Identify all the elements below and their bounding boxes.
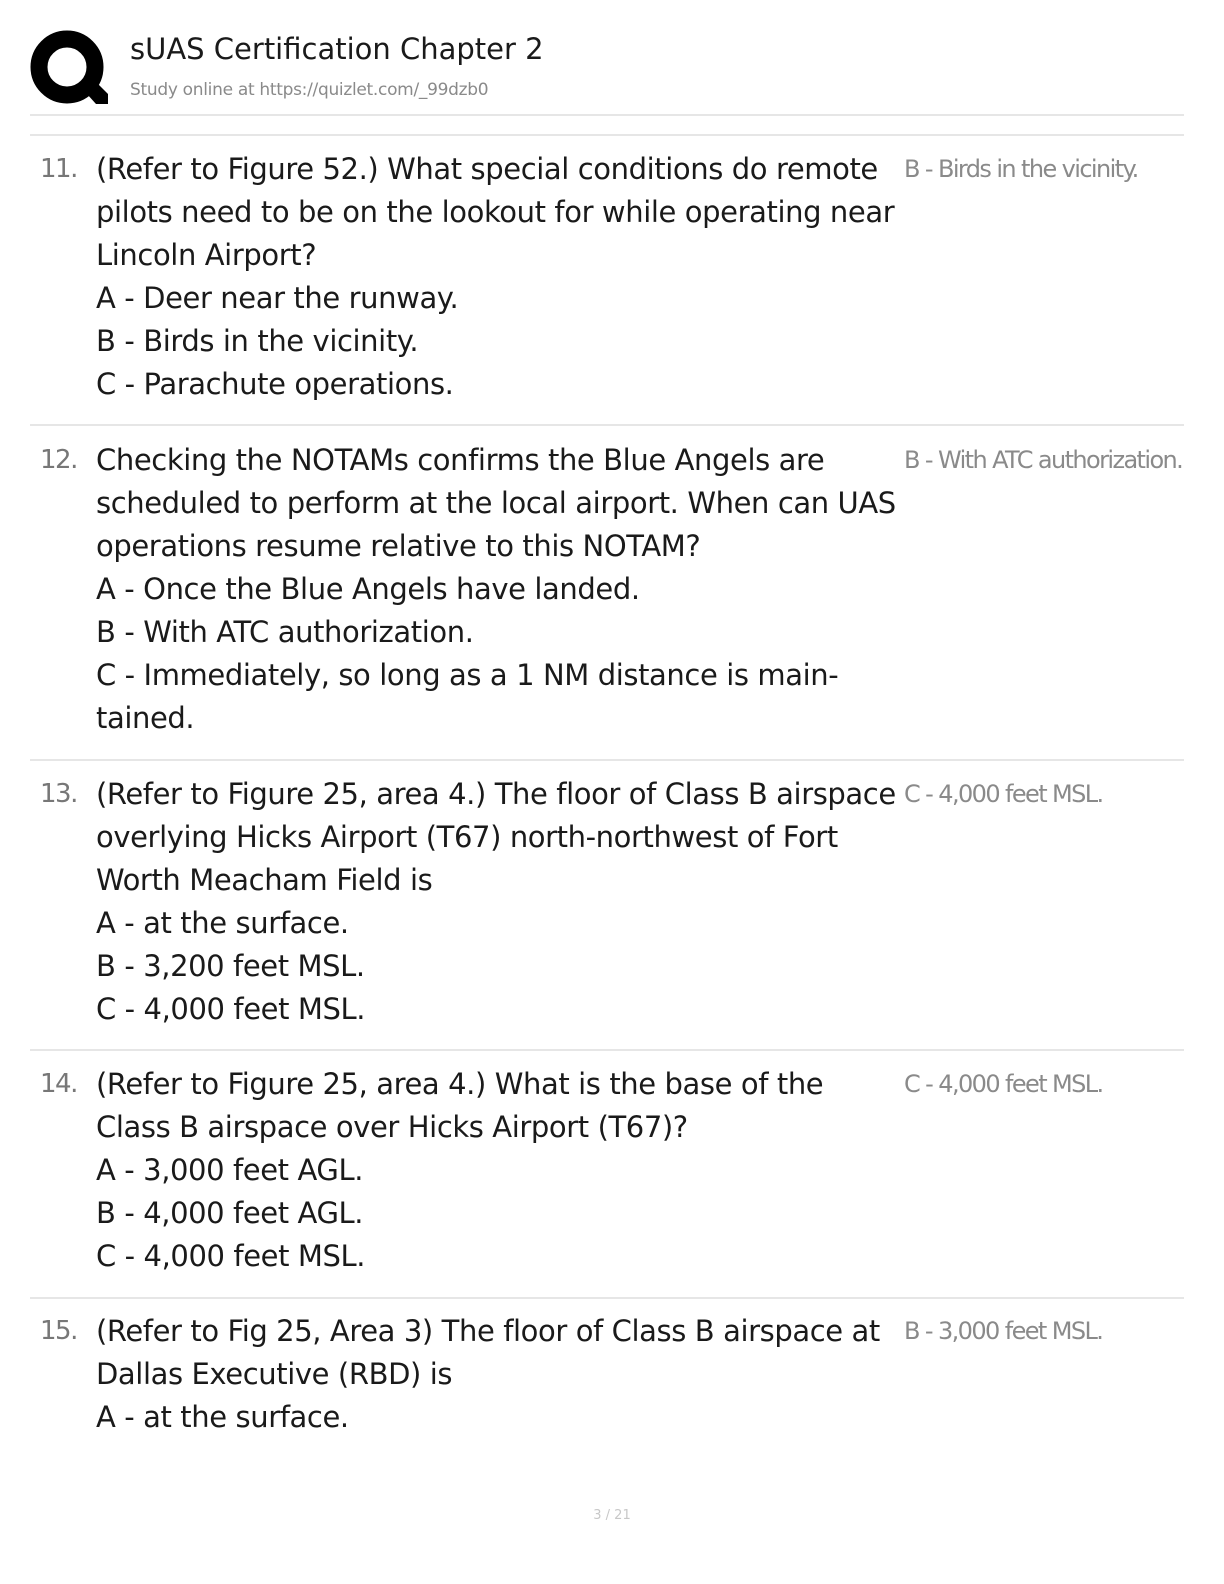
question-stem: Checking the NOTAMs confirms the Blue Angels are scheduled to perform at the local airport. When can UAS operations resume relative to this NOTAM? [96,443,896,563]
answer-text: B - With ATC authorization. [904,446,1182,474]
answer-text: B - 3,000 feet MSL. [904,1317,1103,1345]
page-number: 3 / 21 [593,1508,631,1523]
option-a: A - at the surface. [96,906,349,940]
question-stem: (Refer to Figure 25, area 4.) What is the base of the Class B airspace over Hicks Airport (T67)? [96,1067,824,1144]
option-a: A - at the surface. [96,1400,349,1434]
question-stem: (Refer to Fig 25, Area 3) The floor of Class B airspace at Dallas Executive (RBD) is [96,1314,880,1391]
page-header [30,28,1184,116]
divider [30,134,1184,136]
card-number: 13. [40,779,77,809]
flashcard-11 [30,148,1184,426]
option-c: C - Parachute operations. [96,367,454,401]
flashcard-14 [30,1063,1184,1299]
option-a: A - 3,000 feet AGL. [96,1153,364,1187]
card-number: 12. [40,445,77,475]
option-b: B - With ATC authorization. [96,615,474,649]
option-c: C - Immediately, so long as a 1 NM distance is main-tained. [96,658,839,735]
card-number: 11. [40,154,77,184]
option-b: B - 4,000 feet AGL. [96,1196,364,1230]
question-text [96,1310,896,1439]
quizlet-logo-icon [30,30,108,108]
option-b: B - Birds in the vicinity. [96,324,419,358]
option-c: C - 4,000 feet MSL. [96,1239,366,1273]
flashcard-12 [30,439,1184,761]
option-a: A - Once the Blue Angels have landed. [96,572,640,606]
question-text [96,1063,896,1278]
answer-text: B - Birds in the vicinity. [904,155,1138,183]
card-number: 14. [40,1069,77,1099]
card-number: 15. [40,1316,77,1346]
option-c: C - 4,000 feet MSL. [96,992,366,1026]
flashcard-13 [30,773,1184,1051]
question-text [96,148,896,406]
answer-text: C - 4,000 feet MSL. [904,780,1103,808]
option-a: A - Deer near the runway. [96,281,459,315]
answer-text: C - 4,000 feet MSL. [904,1070,1103,1098]
question-stem: (Refer to Figure 52.) What special conditions do remote pilots need to be on the lookout for while operating near Lincoln Airport? [96,152,895,272]
question-text [96,439,896,740]
study-link[interactable]: Study online at https://quizlet.com/_99dzb0 [130,80,489,100]
option-b: B - 3,200 feet MSL. [96,949,365,983]
question-text [96,773,896,1031]
flashcard-15 [30,1310,1184,1450]
question-stem: (Refer to Figure 25, area 4.) The floor of Class B airspace overlying Hicks Airport (T67) north-northwest of Fort Worth Meacham Field is [96,777,896,897]
page-title: sUAS Certification Chapter 2 [130,32,544,66]
